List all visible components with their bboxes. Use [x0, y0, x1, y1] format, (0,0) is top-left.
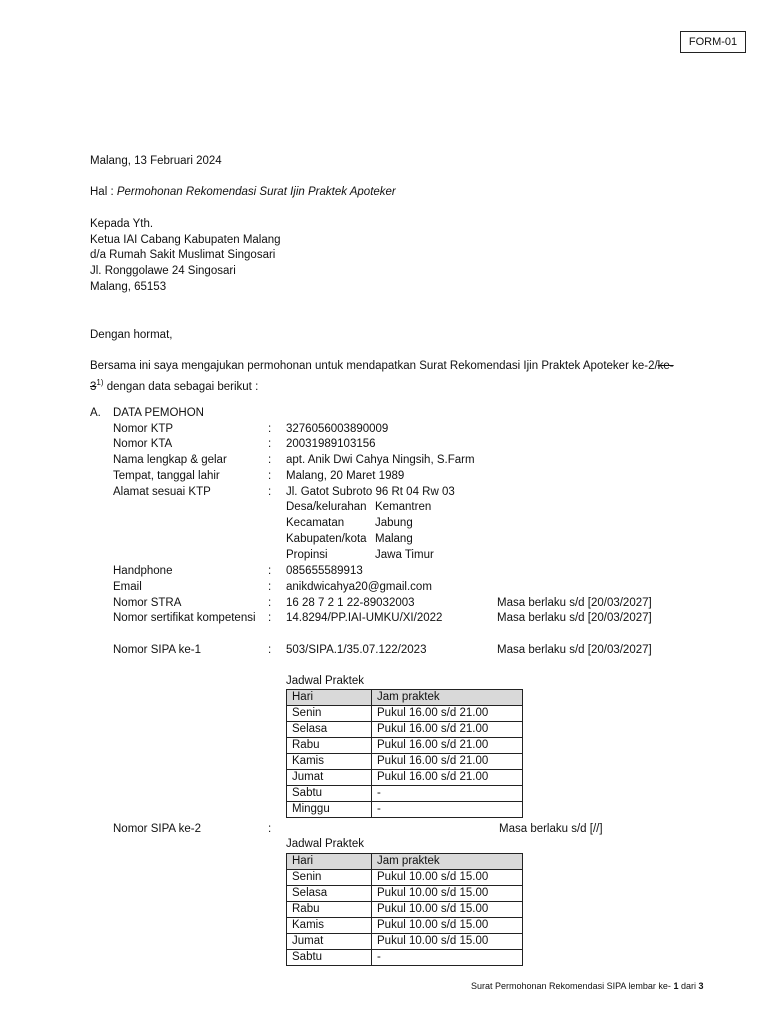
table-row	[287, 802, 523, 818]
footnote-mark: 1)	[96, 378, 104, 387]
header-cell: Jam praktek	[372, 690, 523, 706]
date-line: Malang, 13 Februari 2024	[90, 155, 222, 167]
form-code-box: FORM-01	[680, 31, 746, 53]
day-cell: Selasa	[287, 722, 372, 738]
time-cell: Pukul 16.00 s/d 21.00	[372, 770, 523, 786]
sipa1-label: Nomor SIPA ke-1	[113, 644, 201, 656]
field-colon: :	[268, 612, 272, 624]
field-colon: :	[268, 454, 272, 466]
intro-line-1	[90, 359, 674, 374]
recipient-line: Ketua IAI Cabang Kabupaten Malang	[90, 234, 281, 246]
time-cell: -	[372, 786, 523, 802]
field-colon: :	[268, 565, 272, 577]
table-header-row	[287, 854, 523, 870]
sipa1-colon: :	[268, 644, 272, 656]
field-label: Nomor sertifikat kompetensi	[113, 612, 256, 624]
intro-text: dengan data sebagai berikut :	[103, 380, 259, 393]
field-label: Nama lengkap & gelar	[113, 454, 227, 466]
table-row	[287, 786, 523, 802]
section-title: DATA PEMOHON	[113, 407, 204, 419]
table-row	[287, 886, 523, 902]
time-cell: -	[372, 802, 523, 818]
day-cell: Senin	[287, 706, 372, 722]
time-cell: Pukul 10.00 s/d 15.00	[372, 870, 523, 886]
sipa2-colon: :	[268, 823, 272, 835]
recipient-line: Kepada Yth.	[90, 218, 154, 230]
address-sub-label: Kecamatan	[286, 517, 345, 529]
time-cell: -	[372, 950, 523, 966]
field-label: Alamat sesuai KTP	[113, 486, 211, 498]
field-colon: :	[268, 581, 272, 593]
day-cell: Sabtu	[287, 950, 372, 966]
subject-prefix: Hal :	[90, 186, 117, 198]
table-row	[287, 722, 523, 738]
sipa2-validity: Masa berlaku s/d [//]	[499, 823, 603, 835]
address-sub-label: Propinsi	[286, 549, 328, 561]
field-value: 16 28 7 2 1 22-89032003	[286, 597, 415, 609]
table-row	[287, 902, 523, 918]
subject-line	[90, 185, 396, 200]
intro-line-2	[90, 375, 258, 395]
address-sub-label: Kabupaten/kota	[286, 533, 367, 545]
validity-text: Masa berlaku s/d [20/03/2027]	[497, 612, 652, 624]
field-value: 14.8294/PP.IAI-UMKU/XI/2022	[286, 612, 443, 624]
time-cell: Pukul 10.00 s/d 15.00	[372, 934, 523, 950]
footer-page-total: 3	[698, 981, 704, 991]
field-value: apt. Anik Dwi Cahya Ningsih, S.Farm	[286, 454, 475, 466]
field-label: Nomor STRA	[113, 597, 182, 609]
sipa1-schedule-title: Jadwal Praktek	[286, 675, 364, 687]
time-cell: Pukul 16.00 s/d 21.00	[372, 738, 523, 754]
header-cell: Hari	[287, 854, 372, 870]
day-cell: Jumat	[287, 770, 372, 786]
table-row	[287, 934, 523, 950]
time-cell: Pukul 10.00 s/d 15.00	[372, 902, 523, 918]
footer-of: dari	[678, 981, 699, 991]
sipa1-value: 503/SIPA.1/35.07.122/2023	[286, 644, 427, 656]
table-row	[287, 870, 523, 886]
table-row	[287, 738, 523, 754]
subject-text: Permohonan Rekomendasi Surat Ijin Praktek Apoteker	[116, 186, 396, 198]
recipient-line: Jl. Ronggolawe 24 Singosari	[90, 265, 236, 277]
salutation: Dengan hormat,	[90, 329, 173, 341]
sipa1-validity: Masa berlaku s/d [20/03/2027]	[497, 644, 652, 656]
address-sub-label: Desa/kelurahan	[286, 501, 367, 513]
day-cell: Kamis	[287, 918, 372, 934]
field-colon: :	[268, 486, 272, 498]
validity-text: Masa berlaku s/d [20/03/2027]	[497, 597, 652, 609]
address-sub-value: Jawa Timur	[375, 549, 434, 561]
address-sub-value: Malang	[375, 533, 413, 545]
time-cell: Pukul 16.00 s/d 21.00	[372, 722, 523, 738]
day-cell: Selasa	[287, 886, 372, 902]
field-label: Email	[113, 581, 142, 593]
section-letter: A.	[90, 407, 101, 419]
time-cell: Pukul 10.00 s/d 15.00	[372, 886, 523, 902]
day-cell: Sabtu	[287, 786, 372, 802]
address-sub-value: Jabung	[375, 517, 413, 529]
table-row	[287, 706, 523, 722]
sipa2-schedule-title: Jadwal Praktek	[286, 838, 364, 850]
field-colon: :	[268, 597, 272, 609]
sipa1-schedule-table	[286, 689, 523, 818]
day-cell: Rabu	[287, 738, 372, 754]
day-cell: Rabu	[287, 902, 372, 918]
field-label: Handphone	[113, 565, 173, 577]
field-label: Tempat, tanggal lahir	[113, 470, 220, 482]
time-cell: Pukul 16.00 s/d 21.00	[372, 706, 523, 722]
field-colon: :	[268, 438, 272, 450]
field-colon: :	[268, 423, 272, 435]
footer-page-number: 1	[673, 981, 679, 991]
field-value: Malang, 20 Maret 1989	[286, 470, 405, 482]
address-sub-value: Kemantren	[375, 501, 432, 513]
table-row	[287, 754, 523, 770]
sipa2-label: Nomor SIPA ke-2	[113, 823, 201, 835]
intro-strike: 3	[90, 380, 97, 393]
table-row	[287, 918, 523, 934]
intro-text: Bersama ini saya mengajukan permohonan untuk mendapatkan Surat Rekomendasi Ijin Praktek Apoteker ke-2/	[90, 360, 658, 372]
table-row	[287, 770, 523, 786]
day-cell: Minggu	[287, 802, 372, 818]
field-value: 3276056003890009	[286, 423, 389, 435]
field-value: Jl. Gatot Subroto 96 Rt 04 Rw 03	[286, 486, 455, 498]
recipient-line: d/a Rumah Sakit Muslimat Singosari	[90, 249, 276, 261]
field-value: anikdwicahya20@gmail.com	[286, 581, 432, 593]
page-footer	[471, 981, 703, 991]
header-cell: Jam praktek	[372, 854, 523, 870]
recipient-line: Malang, 65153	[90, 281, 167, 293]
day-cell: Kamis	[287, 754, 372, 770]
day-cell: Senin	[287, 870, 372, 886]
time-cell: Pukul 10.00 s/d 15.00	[372, 918, 523, 934]
intro-strike: ke-	[657, 360, 674, 372]
footer-text: Surat Permohonan Rekomendasi SIPA lembar ke-	[471, 981, 674, 991]
field-value: 20031989103156	[286, 438, 376, 450]
field-label: Nomor KTP	[113, 423, 174, 435]
day-cell: Jumat	[287, 934, 372, 950]
field-value: 085655589913	[286, 565, 363, 577]
field-colon: :	[268, 470, 272, 482]
table-header-row	[287, 690, 523, 706]
table-row	[287, 950, 523, 966]
field-label: Nomor KTA	[113, 438, 173, 450]
time-cell: Pukul 16.00 s/d 21.00	[372, 754, 523, 770]
header-cell: Hari	[287, 690, 372, 706]
sipa2-schedule-table	[286, 853, 523, 966]
